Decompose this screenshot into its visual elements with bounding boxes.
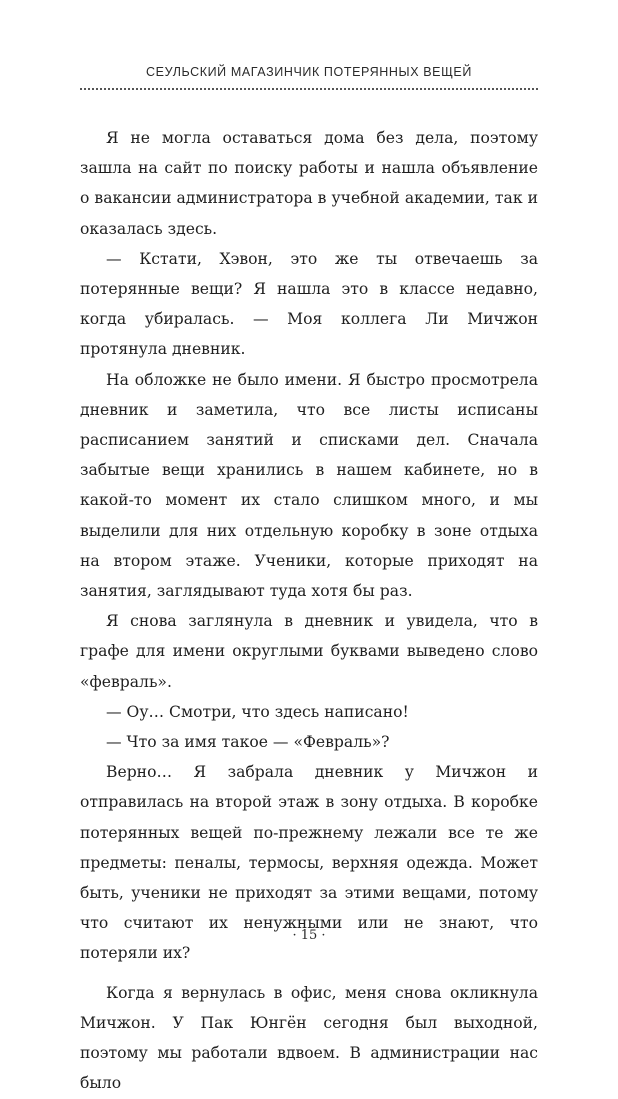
body-text [80,123,538,1099]
paragraph: Я снова заглянула в дневник и увидела, что в графе для имени округлыми буквами выведено слово «февраль». [80,612,538,691]
header-dotted-rule [80,88,538,90]
paragraph: — Кстати, Хэвон, это же ты отвечаешь за потерянные вещи? Я нашла это в классе недавно, когда убиралась. — Моя коллега Ли Мичжон протянула дневник. [80,249,538,359]
paragraph: Я не могла оставаться дома без дела, поэтому зашла на сайт по поиску работы и нашла объявление о вакансии администратора в учебной академии, так и оказалась здесь. [80,129,538,238]
page-number: · 15 · [292,928,326,943]
paragraph: — Оу… Смотри, что здесь написано! [106,702,409,721]
paragraph: Когда я вернулась в офис, меня снова окликнула Мичжон. У Пак Юнгён сегодня был выходной, поэтому мы работали вдвоем. В администрации нас было [80,983,538,1093]
paragraph: На обложке не было имени. Я быстро просмотрела дневник и заметила, что все листы исписаны расписанием занятий и списками дел. Сначала забытые вещи хранились в нашем кабинете, но в какой-то момент их стало слишком много, и мы выделили для них отдельную коробку в зоне отдыха на втором этаже. Ученики, которые приходят на занятия, заглядывают туда хотя бы раз. [80,370,538,601]
running-header: СЕУЛЬСКИЙ МАГАЗИНЧИК ПОТЕРЯННЫХ ВЕЩЕЙ [146,65,472,79]
paragraph: — Что за имя такое — «Февраль»? [106,733,390,752]
paragraph: Верно… Я забрала дневник у Мичжон и отправилась на второй этаж в зону отдыха. В коробке потерянных вещей по-прежнему лежали все те же предметы: пеналы, термосы, верхняя одежда. Может быть, ученики не приходят за этими вещами, потому что считают их ненужными или не знают, что потеряли их? [80,763,538,963]
